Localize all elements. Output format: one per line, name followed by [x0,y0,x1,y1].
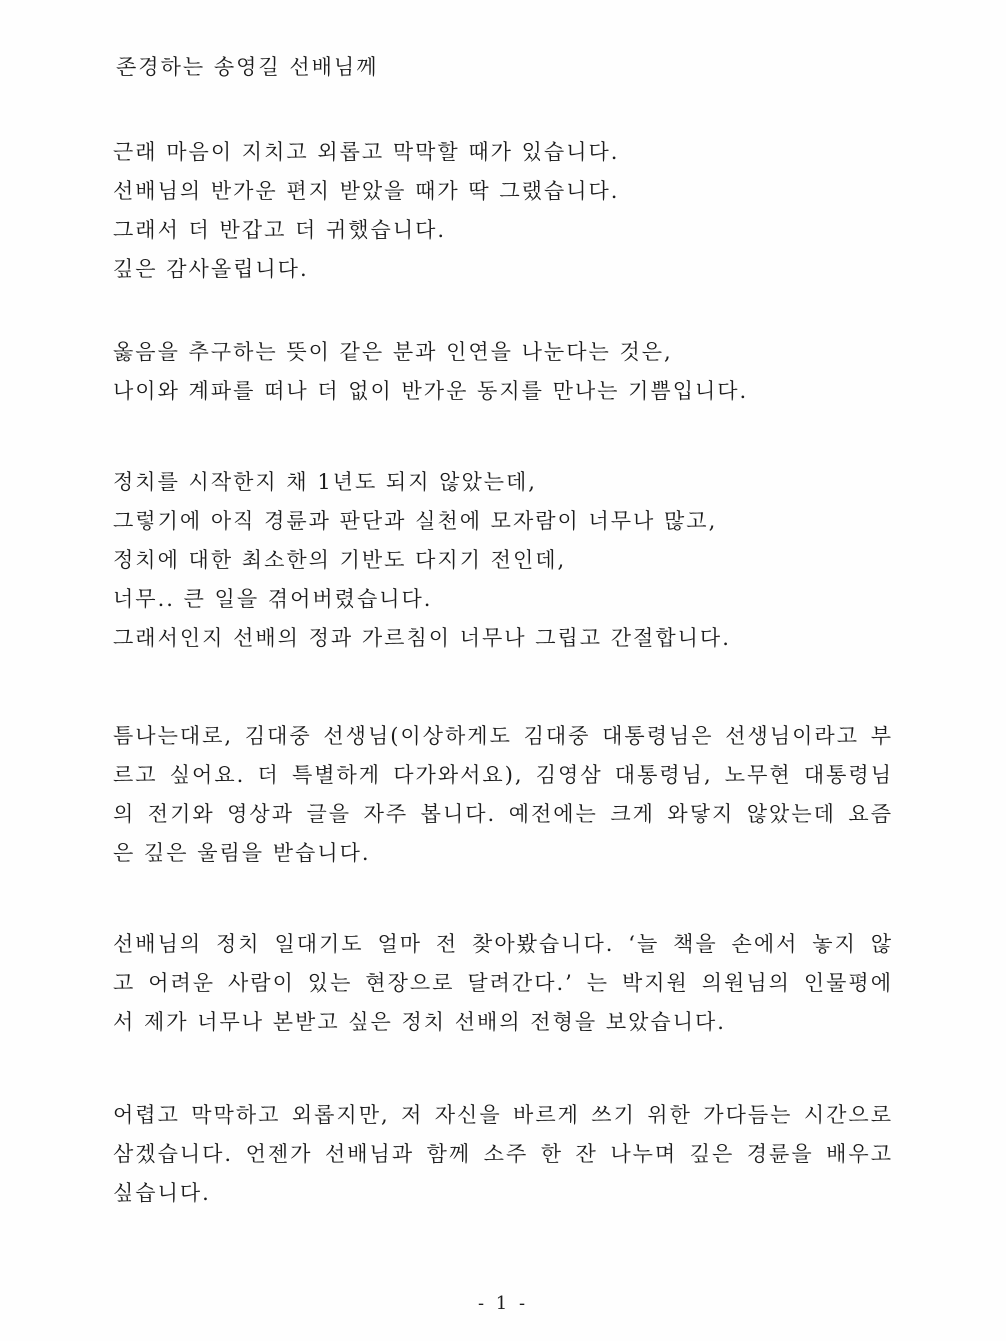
paragraph-line: 서 제가 너무나 본받고 싶은 정치 선배의 전형을 보았습니다. [113,1010,726,1034]
paragraph-1 [113,133,893,289]
paragraph-line: 삼겠습니다. 언젠가 선배님과 함께 소주 한 잔 나누며 깊은 경륜을 배우고 [113,1142,893,1166]
paragraph-line: 고 어려운 사람이 있는 현장으로 달려간다.’ 는 박지원 의원님의 인물평에 [113,971,893,995]
paragraph-3 [113,463,893,658]
paragraph-line: 어렵고 막막하고 외롭지만, 저 자신을 바르게 쓰기 위한 가다듬는 시간으로 [113,1103,893,1127]
paragraph-line: 싶습니다. [113,1181,211,1205]
paragraph-line: 근래 마음이 지치고 외롭고 막막할 때가 있습니다. [113,140,620,164]
paragraph-line: 은 깊은 울림을 받습니다. [113,841,371,865]
page-number: - 1 - [477,1293,529,1314]
paragraph-line: 정치에 대한 최소한의 기반도 다지기 전인데, [113,548,567,572]
paragraph-line: 너무.. 큰 일을 겪어버렸습니다. [113,587,433,611]
paragraph-line: 그래서인지 선배의 정과 가르침이 너무나 그립고 간절합니다. [113,626,731,650]
paragraph-line: 정치를 시작한지 채 1년도 되지 않았는데, [113,470,537,494]
paragraph-6 [113,1096,893,1213]
paragraph-line: 나이와 계파를 떠나 더 없이 반가운 동지를 만나는 기쁨입니다. [113,379,749,403]
paragraph-5 [113,925,893,1042]
paragraph-4 [113,717,893,873]
paragraph-line: 틈나는대로, 김대중 선생님(이상하게도 김대중 대통령님은 선생님이라고 부 [113,724,893,748]
paragraph-line: 그렇기에 아직 경륜과 판단과 실천에 모자람이 너무나 많고, [113,509,718,533]
paragraph-line: 그래서 더 반갑고 더 귀했습니다. [113,218,447,242]
paragraph-line: 선배님의 반가운 편지 받았을 때가 딱 그랬습니다. [113,179,620,203]
letter-salutation: 존경하는 송영길 선배님께 [116,55,379,79]
paragraph-line: 의 전기와 영상과 글을 자주 봅니다. 예전에는 크게 와닿지 않았는데 요즘 [113,802,893,826]
paragraph-line: 깊은 감사올립니다. [113,257,309,281]
paragraph-line: 르고 싶어요. 더 특별하게 다가와서요), 김영삼 대통령님, 노무현 대통령님 [113,763,893,787]
paragraph-line: 옳음을 추구하는 뜻이 같은 분과 인연을 나눈다는 것은, [113,340,673,364]
paragraph-line: 선배님의 정치 일대기도 얼마 전 찾아봤습니다. ‘늘 책을 손에서 놓지 않 [113,932,893,956]
paragraph-2 [113,333,893,411]
